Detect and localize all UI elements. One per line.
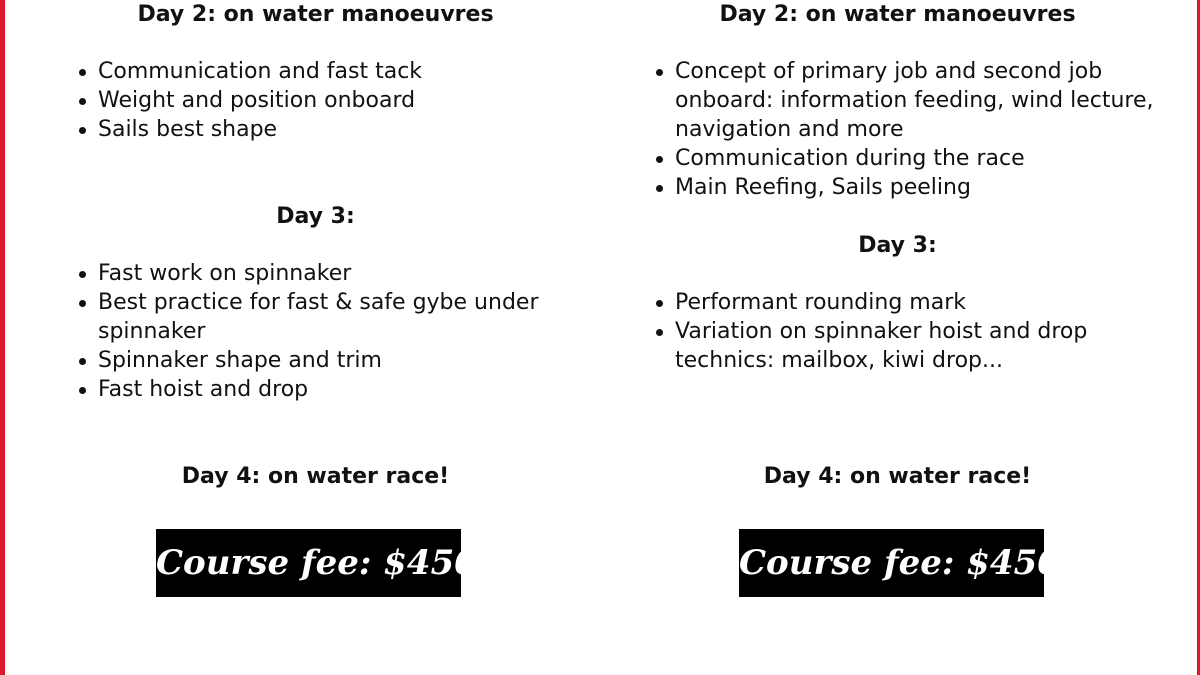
right-day2-list xyxy=(655,57,1165,202)
right-course-fee-badge: Course fee: $450 xyxy=(739,529,1044,597)
list-item: Variation on spinnaker hoist and drop technics: mailbox, kiwi drop... xyxy=(655,317,1105,375)
right-day4-heading: Day 4: on water race! xyxy=(763,464,1032,489)
right-day3-list xyxy=(655,288,1105,375)
left-day3-list xyxy=(78,259,548,404)
list-item: Best practice for fast & safe gybe under spinnaker xyxy=(78,288,548,346)
list-item: Main Reefing, Sails peeling xyxy=(655,173,1165,202)
list-item: Spinnaker shape and trim xyxy=(78,346,548,375)
left-day2-heading: Day 2: on water manoeuvres xyxy=(137,2,494,27)
list-item: Performant rounding mark xyxy=(655,288,1105,317)
list-item: Weight and position onboard xyxy=(78,86,548,115)
left-day4-heading: Day 4: on water race! xyxy=(181,464,450,489)
right-day2-heading: Day 2: on water manoeuvres xyxy=(719,2,1076,27)
list-item: Sails best shape xyxy=(78,115,548,144)
right-course-column xyxy=(655,0,1175,675)
left-course-column xyxy=(78,0,558,675)
right-day3-heading: Day 3: xyxy=(858,233,937,258)
left-red-border xyxy=(0,0,5,675)
list-item: Communication during the race xyxy=(655,144,1165,173)
list-item: Fast hoist and drop xyxy=(78,375,548,404)
left-day3-heading: Day 3: xyxy=(276,204,355,229)
left-day2-list xyxy=(78,57,548,144)
left-course-fee-badge: Course fee: $450 xyxy=(156,529,461,597)
list-item: Fast work on spinnaker xyxy=(78,259,548,288)
list-item: Communication and fast tack xyxy=(78,57,548,86)
list-item: Concept of primary job and second job onboard: information feeding, wind lecture, navigation and more xyxy=(655,57,1165,144)
